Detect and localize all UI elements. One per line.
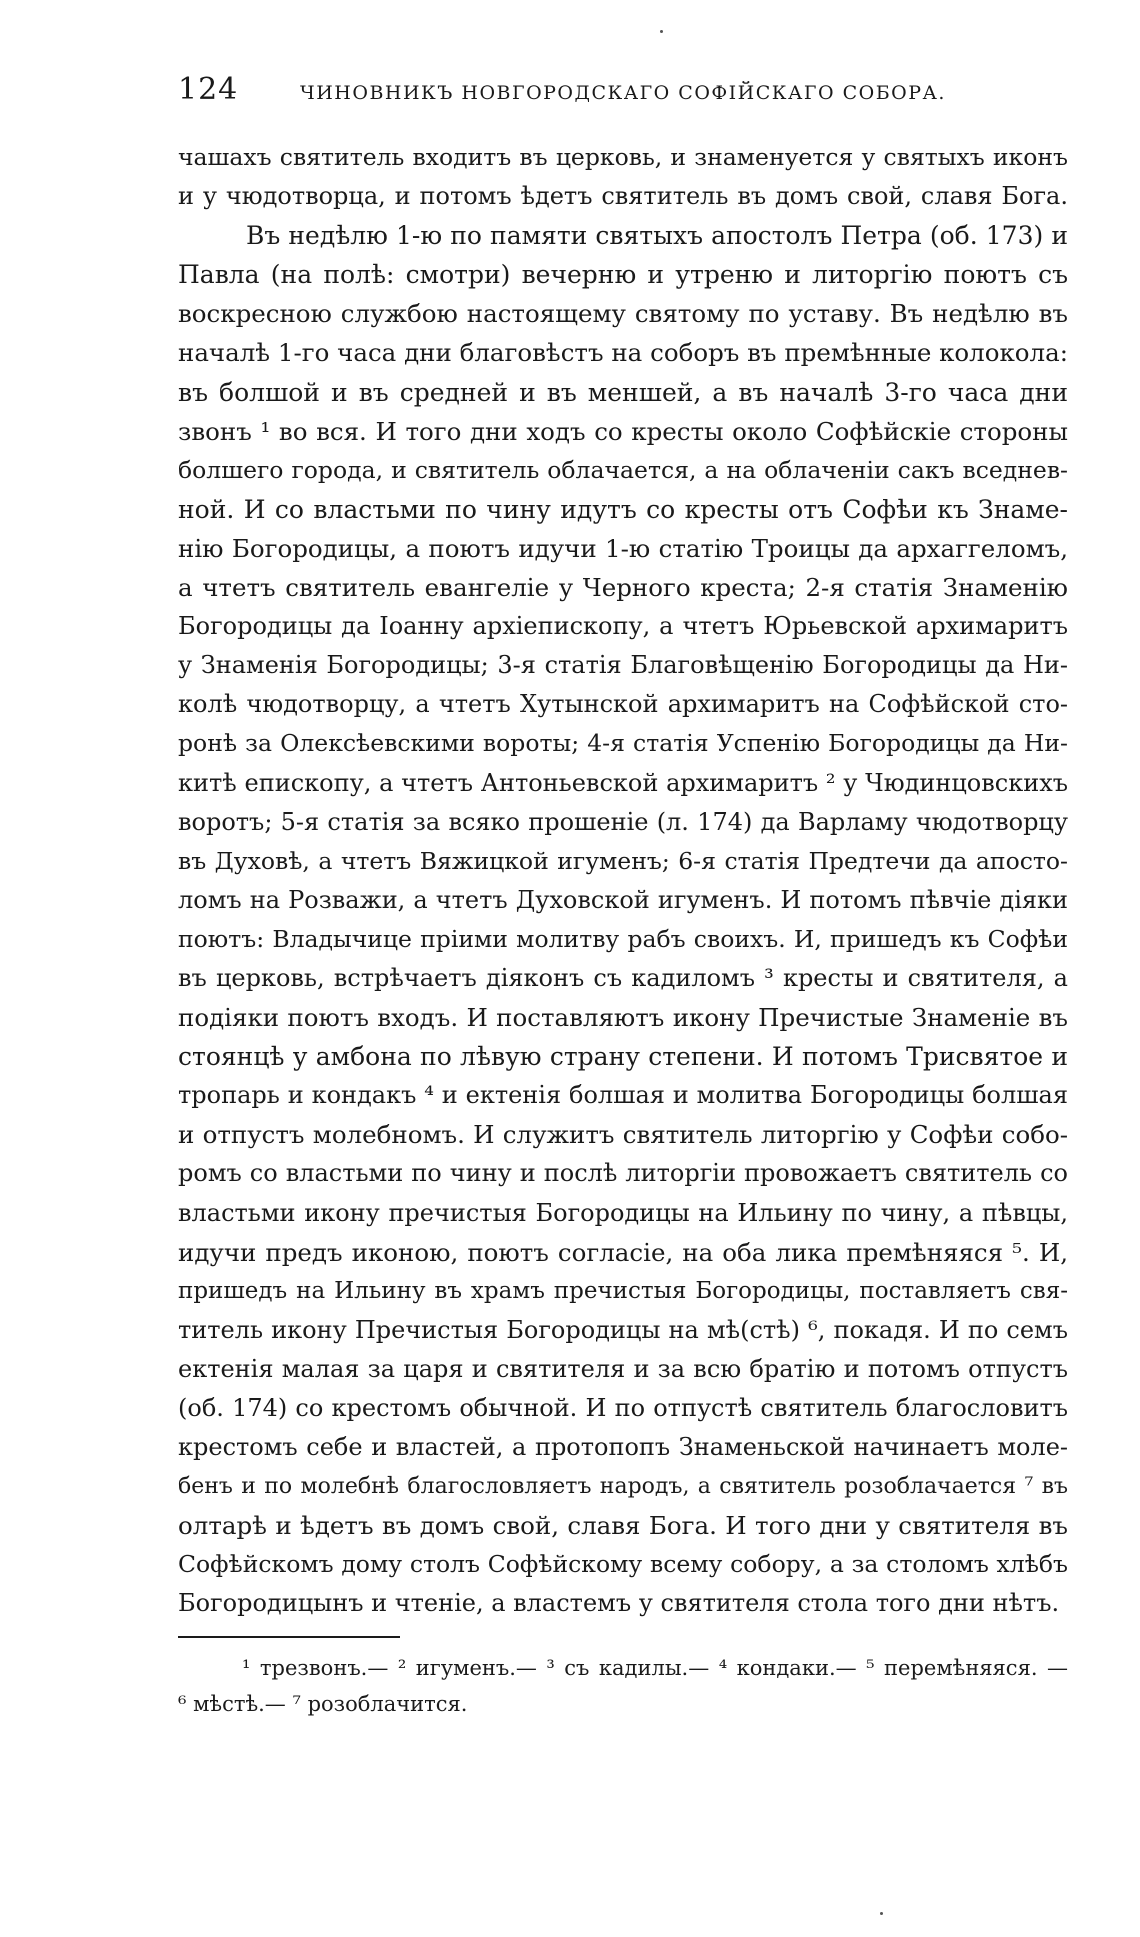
page-header bbox=[178, 72, 1068, 112]
text-line: началѣ 1-го часа дни благовѣстъ на соборъ въ премѣнные колокола: bbox=[178, 338, 1068, 368]
running-title: ЧИНОВНИКЪ НОВГОРОДСКАГО СОФІЙСКАГО СОБОРА. bbox=[300, 82, 946, 104]
footnote-line: ¹ трезвонъ.— ² игуменъ.— ³ съ кадилы.— ⁴ кондаки.— ⁵ перемѣняяся. — bbox=[242, 1656, 1068, 1680]
text-line: (об. 174) со крестомъ обычной. И по отпустѣ святитель благословитъ bbox=[178, 1394, 1068, 1422]
page-number: 124 bbox=[178, 72, 239, 107]
text-line: олтарѣ и ѣдетъ въ домъ свой, славя Бога. И того дни у святителя въ bbox=[178, 1511, 1068, 1541]
text-line: чашахъ святитель входитъ въ церковь, и знаменуется у святыхъ иконъ bbox=[178, 143, 1068, 171]
text-line: Павла (на полѣ: смотри) вечерню и утреню и литоргію поютъ съ bbox=[178, 260, 1068, 290]
text-line: и отпустъ молебномъ. И служитъ святитель литоргію у Софѣи собо- bbox=[178, 1120, 1068, 1150]
paper-speck bbox=[880, 1912, 883, 1915]
text-line: подіяки поютъ входъ. И поставляютъ икону Пречистые Знаменіе въ bbox=[178, 1003, 1068, 1033]
text-line: ектенія малая за царя и святителя и за всю братію и потомъ отпустъ bbox=[178, 1354, 1068, 1383]
text-line: властьми икону пречистыя Богородицы на Ильину по чину, а пѣвцы, bbox=[178, 1198, 1068, 1227]
paper-speck bbox=[660, 30, 663, 33]
text-line: поютъ: Владычице пріими молитву рабъ своихъ. И, пришедъ къ Софѣи bbox=[178, 924, 1068, 953]
text-line: воскресною службою настоящему святому по уставу. Въ недѣлю въ bbox=[178, 299, 1068, 329]
text-line: въ Духовѣ, а чтетъ Вяжицкой игуменъ; 6-я статія Предтечи да апосто- bbox=[178, 846, 1068, 875]
text-line: колѣ чюдотворцу, а чтетъ Хутынской архимаритъ на Софѣйской сто- bbox=[178, 690, 1068, 719]
text-line: болшего города, и святитель облачается, а на облаченіи сакъ вседнев- bbox=[178, 455, 1068, 484]
paragraph-start-line: Въ недѣлю 1-ю по памяти святыхъ апостолъ Петра (об. 173) и bbox=[246, 221, 1068, 251]
text-line: пришедъ на Ильину въ храмъ пречистыя Богородицы, поставляетъ свя- bbox=[178, 1277, 1068, 1304]
footnotes bbox=[178, 1650, 1068, 1722]
text-line: нію Богородицы, а поютъ идучи 1-ю статію Троицы да архаггеломъ, bbox=[178, 533, 1068, 563]
text-line: Софѣйскомъ дому столъ Софѣйскому всему собору, а за столомъ хлѣбъ bbox=[178, 1550, 1068, 1579]
text-line: у Знаменія Богородицы; 3-я статія Благовѣщенію Богородицы да Ни- bbox=[178, 651, 1068, 680]
footnote-line: ⁶ мѣстѣ.— ⁷ розоблачится. bbox=[178, 1692, 468, 1716]
text-line: въ болшой и въ средней и въ меншей, а въ началѣ 3-го часа дни bbox=[178, 377, 1068, 407]
text-line: а чтетъ святитель евангеліе у Черного креста; 2-я статія Знаменію bbox=[178, 573, 1068, 603]
text-line: и у чюдотворца, и потомъ ѣдетъ святитель въ домъ свой, славя Бога. bbox=[178, 182, 1068, 211]
text-line: китѣ епископу, а чтетъ Антоньевской архимаритъ ² у Чюдинцовскихъ bbox=[178, 768, 1068, 797]
paragraph-end-line: Богородицынъ и чтеніе, а властемъ у святителя стола того дни нѣтъ. bbox=[178, 1589, 1060, 1618]
text-line: звонъ ¹ во вся. И того дни ходъ со кресты около Софѣйскіе стороны bbox=[178, 416, 1068, 446]
footnote-rule bbox=[178, 1636, 400, 1638]
text-line: ромъ со властьми по чину и послѣ литоргіи провожаетъ святитель со bbox=[178, 1159, 1068, 1188]
text-line: ронѣ за Олексѣевскими вороты; 4-я статія Успенію Богородицы да Ни- bbox=[178, 729, 1068, 758]
text-line: тропарь и кондакъ ⁴ и ектенія болшая и молитва Богородицы болшая bbox=[178, 1081, 1068, 1110]
text-line: воротъ; 5-я статія за всяко прошеніе (л. 174) да Варламу чюдотворцу bbox=[178, 807, 1068, 836]
text-line: идучи предъ иконою, поютъ согласіе, на оба лика премѣняяся ⁵. И, bbox=[178, 1237, 1068, 1267]
text-line: ломъ на Розважи, а чтетъ Духовской игуменъ. И потомъ пѣвчіе діяки bbox=[178, 885, 1068, 914]
text-line: крестомъ себе и властей, а протопопъ Знаменьской начинаетъ моле- bbox=[178, 1433, 1068, 1462]
text-line: ной. И со властьми по чину идутъ со кресты отъ Софѣи къ Знаме- bbox=[178, 494, 1068, 524]
text-line: стоянцѣ у амбона по лѣвую страну степени. И потомъ Трисвятое и bbox=[178, 1042, 1068, 1072]
text-line: бенъ и по молебнѣ благословляетъ народъ, а святитель розоблачается ⁷ въ bbox=[178, 1474, 1068, 1500]
text-line: Богородицы да Іоанну архіепископу, а чтетъ Юрьевской архимаритъ bbox=[178, 612, 1068, 641]
text-line: титель икону Пречистыя Богородицы на мѣ(стѣ) ⁶, покадя. И по семъ bbox=[178, 1315, 1068, 1344]
body-text bbox=[178, 138, 1068, 1624]
text-line: въ церковь, встрѣчаетъ діяконъ съ кадиломъ ³ кресты и святителя, а bbox=[178, 963, 1068, 992]
